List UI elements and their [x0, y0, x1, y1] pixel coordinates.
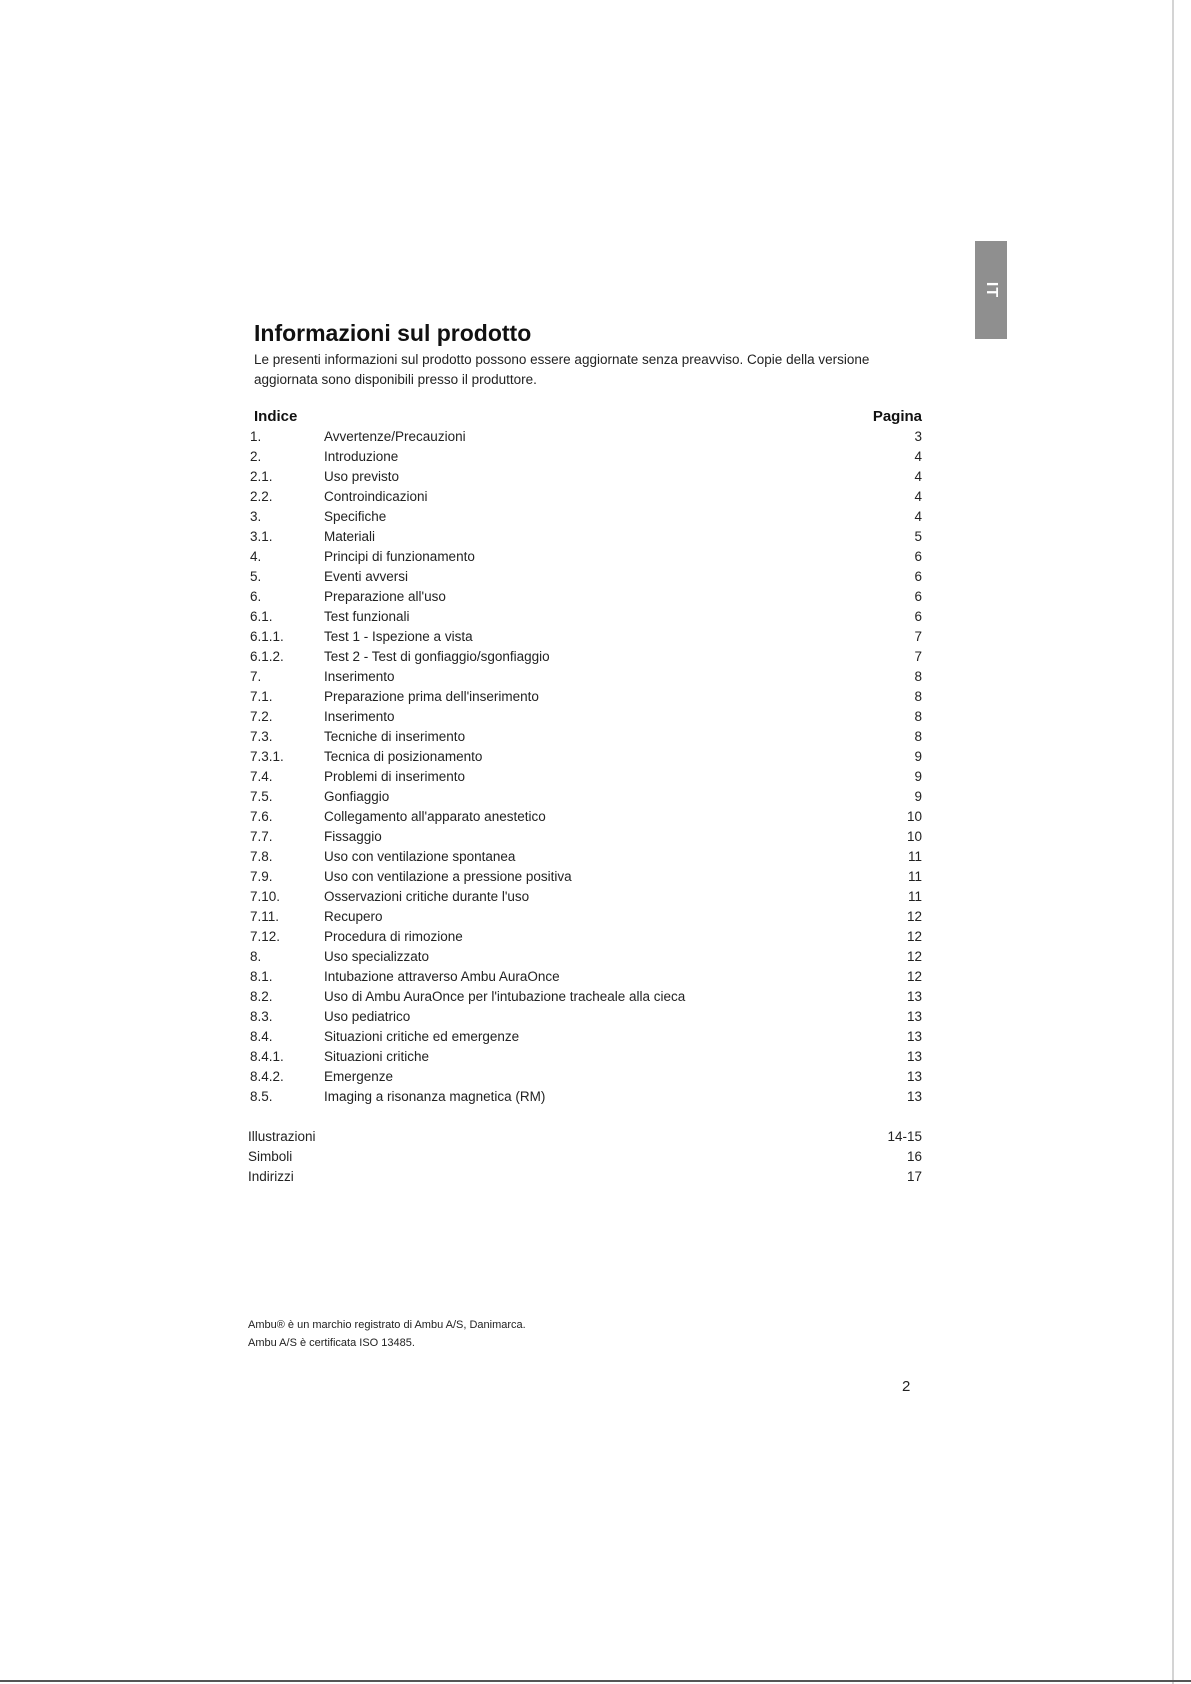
toc-entry-label: Tecniche di inserimento [324, 729, 466, 744]
toc-entry-page: 13 [906, 1009, 922, 1024]
toc-entry-label: Test 1 - Ispezione a vista [324, 629, 473, 644]
toc-entry [250, 1067, 922, 1087]
footnote-line: Ambu A/S è certificata ISO 13485. [248, 1337, 415, 1349]
toc-entry-number: 7.7. [250, 829, 273, 844]
toc-entry-number: 3. [250, 509, 262, 524]
toc-entry-page: 12 [906, 949, 922, 964]
toc-entry-number: 2.1. [250, 469, 273, 484]
toc-entry [250, 847, 922, 867]
toc-entry-label: Tecnica di posizionamento [324, 749, 483, 764]
language-tab-label: IT [983, 281, 1000, 299]
toc-entry-label: Avvertenze/Precauzioni [324, 429, 466, 444]
toc-entry-number: 2.2. [250, 489, 273, 504]
toc-entry-number: 8.1. [250, 969, 273, 984]
toc-entry-number: 7. [250, 669, 262, 684]
toc-entry [250, 687, 922, 707]
toc-entry-page: 6 [914, 569, 922, 584]
toc-entry-page: 3 [914, 429, 922, 444]
toc-entry-number: 7.3.1. [250, 749, 284, 764]
toc-entry [250, 747, 922, 767]
toc-entry-label: Materiali [324, 529, 376, 544]
toc-extra-page: 17 [906, 1169, 922, 1184]
toc-entry-label: Fissaggio [324, 829, 382, 844]
toc-extra-entry [248, 1167, 922, 1187]
toc-entry-number: 8.4. [250, 1029, 273, 1044]
toc-entry-page: 12 [906, 929, 922, 944]
toc-entry [250, 667, 922, 687]
toc-entry-label: Uso pediatrico [324, 1009, 411, 1024]
toc-entry [250, 1087, 922, 1107]
toc-entry-label: Uso di Ambu AuraOnce per l'intubazione tracheale alla cieca [324, 989, 686, 1004]
toc-entry-number: 7.12. [250, 929, 281, 944]
toc-entry [250, 627, 922, 647]
toc-entry [250, 927, 922, 947]
toc-entry-number: 4. [250, 549, 262, 564]
toc-entry-label: Uso con ventilazione spontanea [324, 849, 516, 864]
toc-entry-page: 8 [914, 689, 922, 704]
toc-entry-number: 3.1. [250, 529, 273, 544]
toc-entry-number: 7.1. [250, 689, 273, 704]
toc-entry-number: 7.5. [250, 789, 273, 804]
toc-entry-number: 7.9. [250, 869, 273, 884]
toc-entry-page: 6 [914, 609, 922, 624]
toc-entry-number: 6.1.2. [250, 649, 284, 664]
toc-entry-number: 7.11. [250, 909, 280, 924]
toc-entry-label: Inserimento [324, 669, 395, 684]
toc-entry-number: 8.5. [250, 1089, 273, 1104]
scan-edge-line [1172, 0, 1174, 1684]
toc-entry-page: 7 [914, 629, 922, 644]
toc-entry-label: Test funzionali [324, 609, 410, 624]
toc-entry [250, 647, 922, 667]
toc-entry-page: 13 [906, 1089, 922, 1104]
toc-entry-label: Imaging a risonanza magnetica (RM) [324, 1089, 546, 1104]
toc-entry [250, 447, 922, 467]
toc-entry-page: 8 [914, 729, 922, 744]
toc-extra-label: Indirizzi [248, 1169, 294, 1184]
toc-entry [250, 547, 922, 567]
toc-extra-entry [248, 1147, 922, 1167]
toc-entry-label: Uso specializzato [324, 949, 430, 964]
toc-entry-label: Problemi di inserimento [324, 769, 466, 784]
toc-entry [250, 727, 922, 747]
toc-entry-number: 1. [250, 429, 262, 444]
toc-extra-label: Simboli [248, 1149, 293, 1164]
toc-index-header: Indice [254, 408, 298, 425]
toc-entry-label: Inserimento [324, 709, 395, 724]
toc-entry-label: Osservazioni critiche durante l'uso [324, 889, 530, 904]
toc-entry-number: 8.3. [250, 1009, 273, 1024]
toc-entry-page: 8 [914, 669, 922, 684]
toc-entry-number: 7.2. [250, 709, 273, 724]
toc-entry-number: 7.6. [250, 809, 273, 824]
scan-bottom-line [0, 1680, 1191, 1682]
toc-entry-label: Intubazione attraverso Ambu AuraOnce [324, 969, 560, 984]
toc-entry-page: 13 [906, 1069, 922, 1084]
toc-entry-page: 6 [914, 589, 922, 604]
toc-entry-label: Test 2 - Test di gonfiaggio/sgonfiaggio [324, 649, 550, 664]
toc-entry-number: 8.4.2. [250, 1069, 284, 1084]
toc-entry [250, 967, 922, 987]
toc-entry-page: 6 [914, 549, 922, 564]
toc-extra-entry [248, 1127, 922, 1147]
page-title: Informazioni sul prodotto [254, 320, 532, 346]
toc-entry-page: 4 [914, 489, 922, 504]
toc-entry [250, 907, 922, 927]
toc-entry-page: 11 [907, 889, 922, 904]
toc-entry-page: 12 [906, 969, 922, 984]
toc-entry [250, 1047, 922, 1067]
trademark-footnote [248, 1316, 526, 1352]
toc-entry-label: Procedura di rimozione [324, 929, 463, 944]
toc-entry-number: 6.1.1. [250, 629, 284, 644]
toc-entry [250, 787, 922, 807]
toc-entry [250, 867, 922, 887]
toc-entry-page: 4 [914, 509, 922, 524]
toc-entry-number: 8. [250, 949, 262, 964]
toc-entry-label: Preparazione prima dell'inserimento [324, 689, 539, 704]
toc-entry [250, 567, 922, 587]
toc-extra-label: Illustrazioni [248, 1129, 316, 1144]
toc-entry-number: 7.3. [250, 729, 273, 744]
toc-entry [250, 467, 922, 487]
toc-entry-page: 13 [906, 989, 922, 1004]
toc-entry-page: 7 [914, 649, 922, 664]
toc-entry [250, 527, 922, 547]
toc-entry [250, 807, 922, 827]
toc-entry-label: Gonfiaggio [324, 789, 390, 804]
toc-entry-page: 12 [906, 909, 922, 924]
toc-entry-label: Recupero [324, 909, 383, 924]
toc-entry-label: Situazioni critiche [324, 1049, 430, 1064]
toc-entry-number: 2. [250, 449, 262, 464]
toc-entry-label: Preparazione all'uso [324, 589, 446, 604]
toc-entry-page: 5 [914, 529, 922, 544]
toc-entry-number: 5. [250, 569, 262, 584]
toc-entry-label: Emergenze [324, 1069, 394, 1084]
toc-entry-number: 8.4.1. [250, 1049, 284, 1064]
toc-entry-number: 6.1. [250, 609, 273, 624]
footnote-line: Ambu® è un marchio registrato di Ambu A/S, Danimarca. [248, 1319, 526, 1331]
toc-entry-label: Principi di funzionamento [324, 549, 475, 564]
toc-entry-page: 4 [914, 449, 922, 464]
toc-entry-number: 7.10. [250, 889, 281, 904]
toc-entry-label: Uso con ventilazione a pressione positiva [324, 869, 572, 884]
toc-entry [250, 587, 922, 607]
toc-entry-page: 10 [906, 829, 922, 844]
toc-entry-number: 6. [250, 589, 262, 604]
toc-entry-label: Uso previsto [324, 469, 400, 484]
toc-entry-page: 10 [906, 809, 922, 824]
page-number: 2 [902, 1378, 911, 1395]
intro-text: Le presenti informazioni sul prodotto possono essere aggiornate senza preavviso. Copie della versione aggiornata sono disponibili presso il produttore. [254, 352, 870, 387]
language-tab [975, 241, 1007, 339]
toc-entry-label: Specifiche [324, 509, 387, 524]
toc-entry-label: Situazioni critiche ed emergenze [324, 1029, 520, 1044]
toc-entry [250, 827, 922, 847]
toc-list [250, 427, 922, 1107]
toc-entry-page: 9 [914, 749, 922, 764]
toc-entry [250, 767, 922, 787]
toc-entry-page: 4 [914, 469, 922, 484]
toc-entry [250, 607, 922, 627]
toc-entry-page: 8 [914, 709, 922, 724]
toc-entry [250, 947, 922, 967]
toc-entry-page: 11 [907, 869, 922, 884]
toc-entry [250, 707, 922, 727]
toc-entry-number: 8.2. [250, 989, 273, 1004]
toc-entry-page: 13 [906, 1029, 922, 1044]
toc-page-header: Pagina [872, 408, 922, 425]
toc-entry-number: 7.4. [250, 769, 273, 784]
toc-entry-label: Collegamento all'apparato anestetico [324, 809, 546, 824]
toc-entry-page: 9 [914, 769, 922, 784]
toc-entry-label: Introduzione [324, 449, 399, 464]
toc-entry [250, 427, 922, 447]
toc-entry-label: Eventi avversi [324, 569, 409, 584]
toc-entry [250, 987, 922, 1007]
toc-entry [250, 887, 922, 907]
toc-entry [250, 487, 922, 507]
toc-entry-page: 9 [914, 789, 922, 804]
toc-entry-page: 11 [907, 849, 922, 864]
toc-entry [250, 1007, 922, 1027]
toc-extra-page: 14-15 [887, 1129, 922, 1144]
toc-entry-page: 13 [906, 1049, 922, 1064]
toc-entry [250, 507, 922, 527]
toc-extras-list [248, 1127, 922, 1187]
toc-entry-number: 7.8. [250, 849, 273, 864]
toc-entry-label: Controindicazioni [324, 489, 428, 504]
toc-extra-page: 16 [906, 1149, 922, 1164]
toc-entry [250, 1027, 922, 1047]
